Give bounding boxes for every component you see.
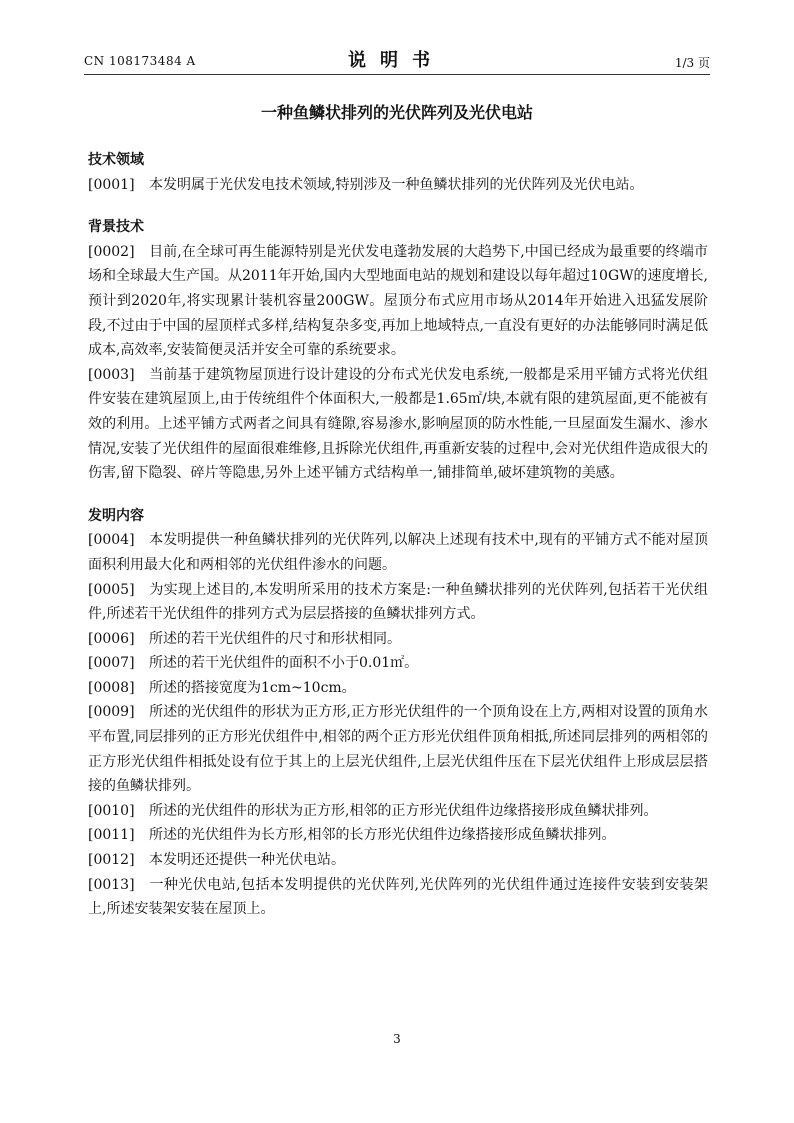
page-header xyxy=(84,46,710,76)
paragraph-number: [0007] xyxy=(88,655,135,672)
paragraph-text: 所述的若干光伏组件的面积不小于0.01㎡。 xyxy=(149,655,419,672)
paragraph-text: 本发明还还提供一种光伏电站。 xyxy=(149,852,345,869)
paragraph-text: 本发明提供一种鱼鳞状排列的光伏阵列,以解决上述现有技术中,现有的平铺方式不能对屋顶面积利用最大化和两相邻的光伏组件渗水的问题。 xyxy=(88,532,708,573)
paragraph xyxy=(88,651,708,676)
paragraph-number: [0001] xyxy=(88,176,135,193)
paragraph xyxy=(88,627,708,652)
header-divider xyxy=(84,74,710,75)
page-indicator: 1/3 页 xyxy=(674,56,710,70)
paragraph-number: [0004] xyxy=(88,532,135,549)
paragraph xyxy=(88,799,708,824)
paragraph-number: [0011] xyxy=(88,827,135,844)
paragraph xyxy=(88,700,708,798)
document-title: 一种鱼鳞状排列的光伏阵列及光伏电站 xyxy=(260,103,533,122)
section-background xyxy=(88,215,708,486)
paragraph-text: 所述的搭接宽度为1cm~10cm。 xyxy=(149,679,356,696)
paragraph-text: 所述的光伏组件为长方形,相邻的长方形光伏组件边缘搭接形成鱼鳞状排列。 xyxy=(149,827,616,844)
publication-number: CN 108173484 A xyxy=(84,54,196,68)
section-invention-content xyxy=(88,504,708,922)
paragraph-text: 所述的光伏组件的形状为正方形,正方形光伏组件的一个顶角设在上方,两相对设置的顶角水平布置,同层排列的正方形光伏组件中,相邻的两个正方形光伏组件顶角相抵,所述同层排列的两相邻的正方形光伏组件相抵处设有位于其上的上层光伏组件,上层光伏组件压在下层光伏组件上形成层层搭接的鱼鳞状排列。 xyxy=(88,704,708,795)
section-heading: 发明内容 xyxy=(88,507,144,524)
paragraph-number: [0005] xyxy=(88,581,135,598)
paragraph-text: 所述的若干光伏组件的尺寸和形状相同。 xyxy=(149,630,401,647)
paragraph-text: 目前,在全球可再生能源特别是光伏发电蓬勃发展的大趋势下,中国已经成为最重要的终端市场和全球最大生产国。从2011年开始,国内大型地面电站的规划和建设以每年超过10GW的速度增长,预计到2020年,将实现累计装机容量200GW。屋顶分布式应用市场从2014年开始进入迅猛发展阶段,不过由于中国的屋顶样式多样,结构复杂多变,再加上地域特点,一直没有更好的办法能够同时满足低成本,高效率,安装简便灵活并安全可靠的系统要求。 xyxy=(88,243,708,359)
paragraph-number: [0008] xyxy=(88,679,135,696)
paragraph-text: 当前基于建筑物屋顶进行设计建设的分布式光伏发电系统,一般都是采用平铺方式将光伏组件安装在建筑屋顶上,由于传统组件个体面积大,一般都是1.65㎡/块,本就有限的建筑屋面,更不能被有效的利用。上述平铺方式两者之间具有缝隙,容易渗水,影响屋顶的防水性能,一旦屋面发生漏水、渗水情况,安装了光伏组件的屋面很难维修,且拆除光伏组件,再重新安装的过程中,会对光伏组件造成很大的伤害,留下隐裂、碎片等隐患,另外上述平铺方式结构单一,铺排简单,破坏建筑物的美感。 xyxy=(88,366,708,482)
document-type: 说明书 xyxy=(348,50,444,71)
document-body xyxy=(88,148,708,922)
paragraph-text: 一种光伏电站,包括本发明提供的光伏阵列,光伏阵列的光伏组件通过连接件安装到安装架上,所述安装架安装在屋顶上。 xyxy=(88,876,708,918)
paragraph-number: [0010] xyxy=(88,802,135,819)
paragraph xyxy=(88,676,708,701)
paragraph xyxy=(88,173,708,198)
paragraph-number: [0006] xyxy=(88,630,135,647)
section-technical-field xyxy=(88,148,708,197)
paragraph xyxy=(88,578,708,627)
page-number: 3 xyxy=(393,1032,401,1046)
paragraph xyxy=(88,848,708,873)
paragraph-text: 所述的光伏组件的形状为正方形,相邻的正方形光伏组件边缘搭接形成鱼鳞状排列。 xyxy=(149,802,658,819)
section-heading: 技术领域 xyxy=(88,152,144,168)
section-heading: 背景技术 xyxy=(88,219,144,236)
paragraph-number: [0009] xyxy=(88,704,135,721)
paragraph-text: 本发明属于光伏发电技术领域,特别涉及一种鱼鳞状排列的光伏阵列及光伏电站。 xyxy=(149,176,644,193)
paragraph-number: [0013] xyxy=(88,876,135,893)
paragraph-number: [0003] xyxy=(88,366,135,383)
paragraph-number: [0012] xyxy=(88,852,135,869)
paragraph xyxy=(88,363,708,486)
paragraph xyxy=(88,873,708,922)
paragraph xyxy=(88,528,708,577)
paragraph xyxy=(88,823,708,848)
paragraph xyxy=(88,240,708,363)
paragraph-text: 为实现上述目的,本发明所采用的技术方案是:一种鱼鳞状排列的光伏阵列,包括若干光伏组件,所述若干光伏组件的排列方式为层层搭接的鱼鳞状排列方式。 xyxy=(88,581,708,623)
paragraph-number: [0002] xyxy=(88,243,135,260)
